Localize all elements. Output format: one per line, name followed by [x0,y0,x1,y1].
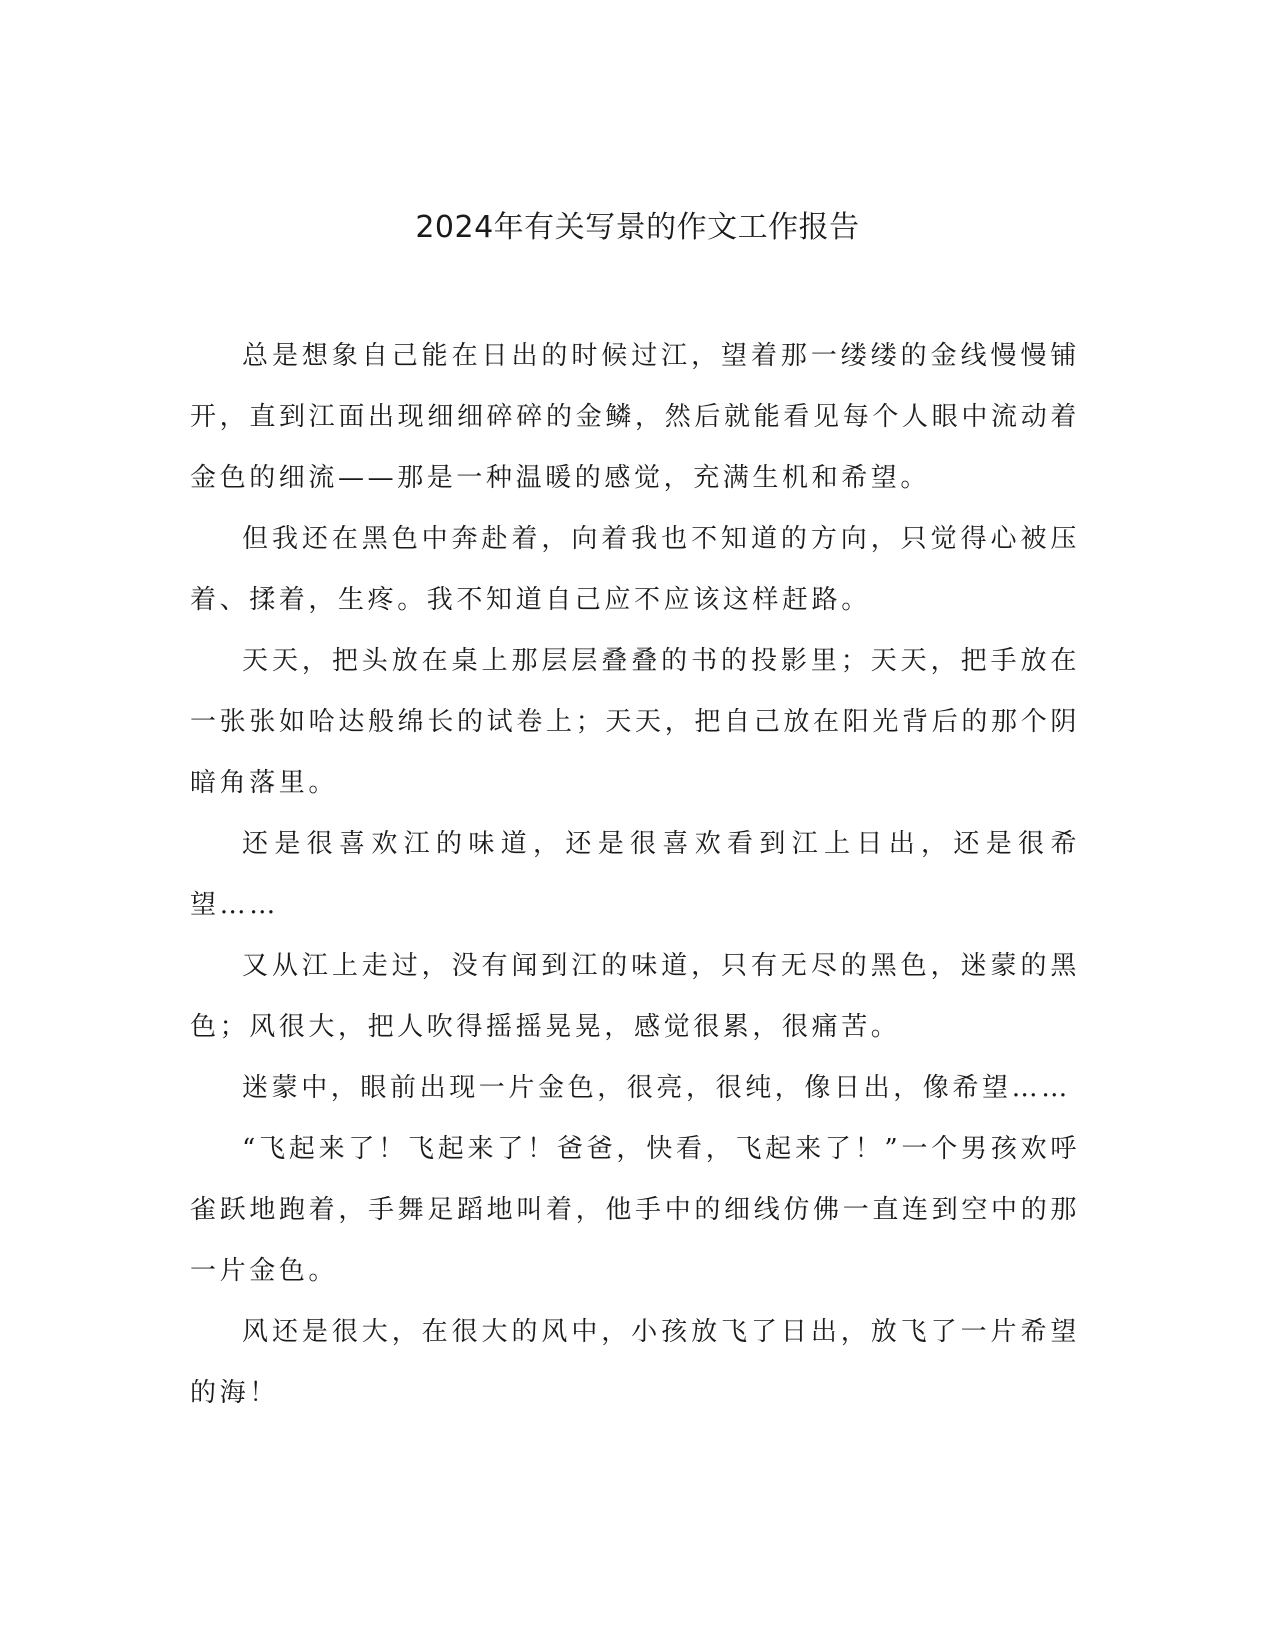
paragraph: 总是想象自己能在日出的时候过江，望着那一缕缕的金线慢慢铺开，直到江面出现细细碎碎的金鳞，然后就能看见每个人眼中流动着金色的细流——那是一种温暖的感觉，充满生机和希望。 [190,341,1080,493]
paragraph: 迷蒙中，眼前出现一片金色，很亮，很纯，像日出，像希望…… [242,1073,1071,1103]
paragraph: 又从江上走过，没有闻到江的味道，只有无尽的黑色，迷蒙的黑色；风很大，把人吹得摇摇晃晃，感觉很累，很痛苦。 [190,951,1080,1042]
document-body [190,326,1080,1424]
document-title: 2024年有关写景的作文工作报告 [415,210,860,245]
paragraph: 风还是很大，在很大的风中，小孩放飞了日出，放飞了一片希望的海！ [190,1317,1080,1408]
paragraph: 但我还在黑色中奔赴着，向着我也不知道的方向，只觉得心被压着、揉着，生疼。我不知道自己应不应该这样赶路。 [190,524,1080,615]
paragraph: “飞起来了！飞起来了！爸爸，快看，飞起来了！”一个男孩欢呼雀跃地跑着，手舞足蹈地叫着，他手中的细线仿佛一直连到空中的那一片金色。 [190,1134,1080,1286]
paragraph: 还是很喜欢江的味道，还是很喜欢看到江上日出，还是很希望…… [190,829,1080,920]
paragraph: 天天，把头放在桌上那层层叠叠的书的投影里；天天，把手放在一张张如哈达般绵长的试卷上；天天，把自己放在阳光背后的那个阴暗角落里。 [190,646,1080,798]
